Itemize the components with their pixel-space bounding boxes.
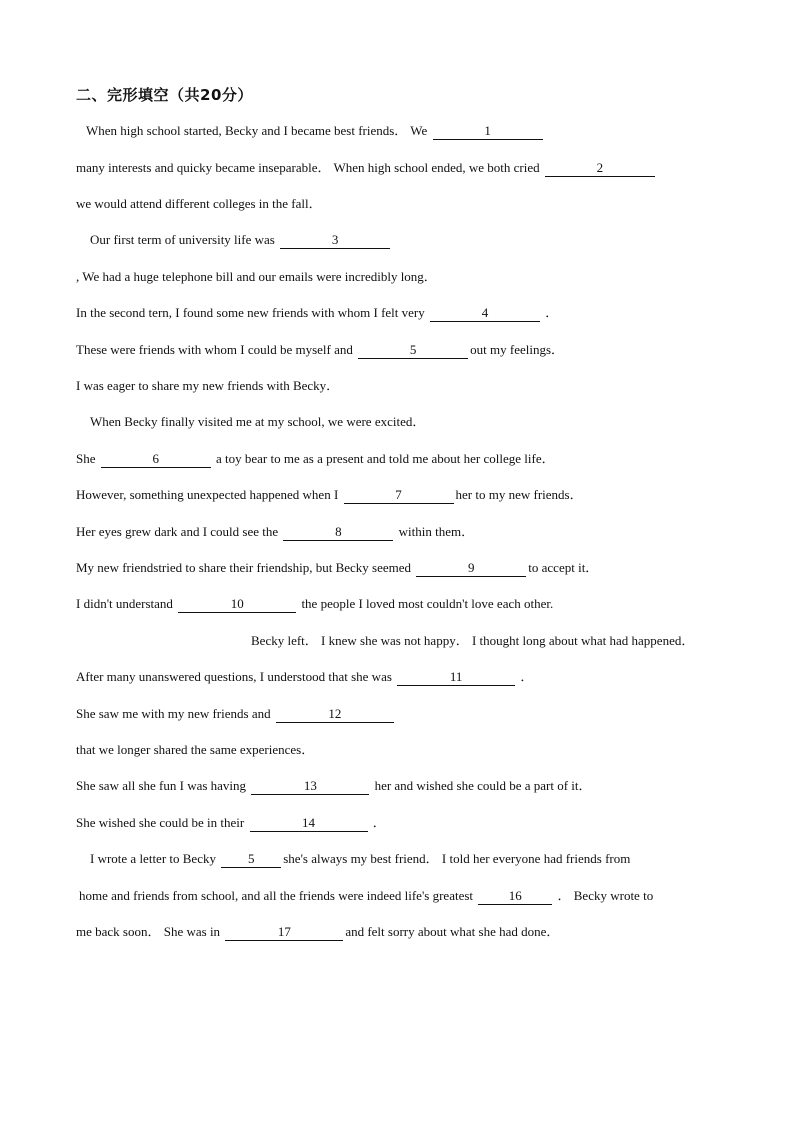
line-text: she's always my best friend． I told her everyone had friends from bbox=[283, 851, 631, 866]
passage-line bbox=[251, 632, 694, 650]
passage-line bbox=[76, 268, 437, 286]
line-text: These were friends with whom I could be myself and bbox=[76, 342, 357, 357]
passage-line bbox=[76, 668, 533, 686]
line-text: ． bbox=[542, 305, 559, 320]
line-text: the people I loved most couldn't love each other. bbox=[298, 596, 554, 611]
line-text: many interests and quicky became inseparable． When high school ended, we both cried bbox=[76, 160, 543, 175]
answer-blank[interactable]: 7 bbox=[344, 487, 454, 504]
passage-line bbox=[76, 523, 474, 541]
passage-line bbox=[76, 304, 558, 322]
line-text: In the second tern, I found some new friends with whom I felt very bbox=[76, 305, 428, 320]
passage-line bbox=[76, 450, 555, 468]
passage-line bbox=[90, 231, 392, 249]
answer-blank[interactable]: 16 bbox=[478, 888, 552, 905]
line-text: , We had a huge telephone bill and our emails were incredibly long． bbox=[76, 269, 437, 284]
passage-line bbox=[76, 486, 583, 504]
line-text: When Becky finally visited me at my school, we were excited． bbox=[90, 414, 426, 429]
passage-line bbox=[90, 850, 630, 868]
answer-blank[interactable]: 5 bbox=[221, 851, 281, 868]
line-text: I was eager to share my new friends with Becky． bbox=[76, 378, 340, 393]
line-text: When high school started, Becky and I became best friends． We bbox=[86, 123, 431, 138]
line-text: me back soon． She was in bbox=[76, 924, 224, 939]
passage-line bbox=[76, 705, 396, 723]
answer-blank[interactable]: 3 bbox=[280, 232, 390, 249]
passage-line bbox=[79, 887, 653, 905]
line-text: However, something unexpected happened when I bbox=[76, 487, 342, 502]
line-text: She saw me with my new friends and bbox=[76, 706, 274, 721]
passage-line bbox=[76, 195, 322, 213]
passage-line bbox=[86, 122, 545, 140]
line-text: She wished she could be in their bbox=[76, 815, 248, 830]
line-text: to accept it． bbox=[528, 560, 599, 575]
passage-line bbox=[76, 341, 564, 359]
passage-line bbox=[76, 814, 386, 832]
line-text: and felt sorry about what she had done． bbox=[345, 924, 560, 939]
passage-line bbox=[76, 777, 592, 795]
line-text: home and friends from school, and all the friends were indeed life's greatest bbox=[79, 888, 477, 903]
answer-blank[interactable]: 10 bbox=[178, 596, 296, 613]
answer-blank[interactable]: 4 bbox=[430, 305, 540, 322]
line-text: I didn't understand bbox=[76, 596, 177, 611]
line-text: Becky left． I knew she was not happy． I thought long about what had happened． bbox=[251, 633, 695, 648]
line-text: her and wished she could be a part of it． bbox=[371, 778, 592, 793]
passage-line bbox=[76, 559, 598, 577]
line-text: ． bbox=[517, 669, 534, 684]
line-text: My new friendstried to share their friendship, but Becky seemed bbox=[76, 560, 415, 575]
passage-line bbox=[90, 413, 425, 431]
answer-blank[interactable]: 17 bbox=[225, 924, 343, 941]
line-text: her to my new friends． bbox=[455, 487, 583, 502]
line-text: we would attend different colleges in the fall． bbox=[76, 196, 322, 211]
passage-line bbox=[76, 595, 553, 613]
answer-blank[interactable]: 6 bbox=[101, 451, 211, 468]
section-title: 二、完形填空（共20分） bbox=[76, 86, 253, 104]
line-text: out my feelings． bbox=[470, 342, 565, 357]
answer-blank[interactable]: 11 bbox=[397, 669, 515, 686]
passage-line bbox=[76, 741, 314, 759]
line-text: Her eyes grew dark and I could see the bbox=[76, 524, 282, 539]
answer-blank[interactable]: 12 bbox=[276, 706, 394, 723]
line-text: within them． bbox=[395, 524, 475, 539]
passage-line bbox=[76, 159, 657, 177]
answer-blank[interactable]: 2 bbox=[545, 160, 655, 177]
line-text: She saw all she fun I was having bbox=[76, 778, 250, 793]
line-text: Our first term of university life was bbox=[90, 232, 279, 247]
answer-blank[interactable]: 13 bbox=[251, 778, 369, 795]
passage-line bbox=[76, 923, 559, 941]
answer-blank[interactable]: 14 bbox=[250, 815, 368, 832]
line-text: a toy bear to me as a present and told me about her college life． bbox=[212, 451, 555, 466]
passage-line bbox=[76, 377, 339, 395]
line-text: ． bbox=[369, 815, 386, 830]
answer-blank[interactable]: 9 bbox=[416, 560, 526, 577]
line-text: After many unanswered questions, I understood that she was bbox=[76, 669, 396, 684]
answer-blank[interactable]: 1 bbox=[433, 123, 543, 140]
answer-blank[interactable]: 5 bbox=[358, 342, 468, 359]
line-text: that we longer shared the same experiences． bbox=[76, 742, 315, 757]
line-text: I wrote a letter to Becky bbox=[90, 851, 220, 866]
answer-blank[interactable]: 8 bbox=[283, 524, 393, 541]
line-text: ． Becky wrote to bbox=[554, 888, 654, 903]
line-text: She bbox=[76, 451, 99, 466]
